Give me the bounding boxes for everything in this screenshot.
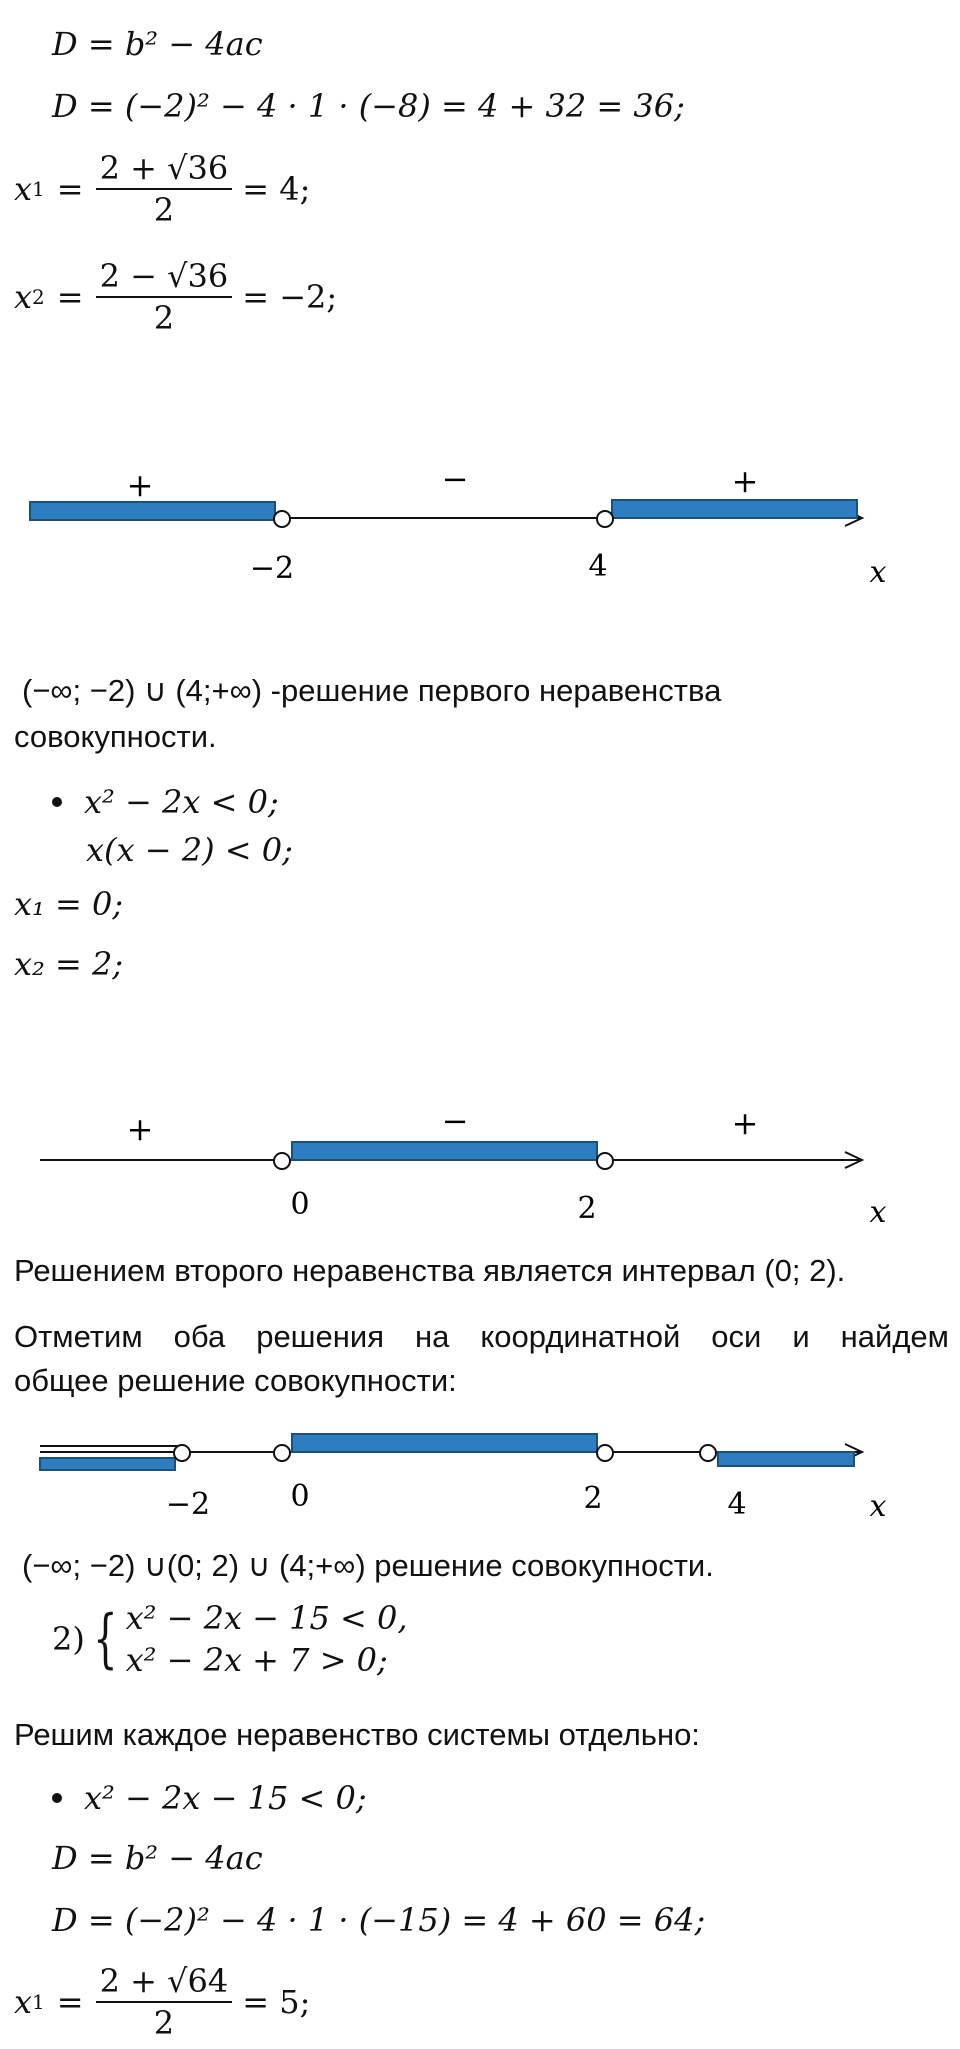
interval-left	[30, 502, 275, 520]
number-line-3	[0, 1420, 960, 1530]
brace-icon: {	[92, 1602, 118, 1676]
sign-plus-left: +	[126, 466, 154, 504]
number-line-1	[0, 440, 960, 600]
tick-label-minus2: −2	[165, 1487, 211, 1522]
open-point-minus2	[274, 511, 290, 527]
open-point-2	[597, 1153, 613, 1169]
answer1-line1: (−∞; −2) ∪ (4;+∞) -решение первого неравенства	[22, 673, 722, 708]
axis-var-label: x	[869, 1195, 887, 1230]
tick-label-minus2: −2	[249, 551, 295, 586]
combine-line2: общее решение совокупности:	[14, 1363, 457, 1398]
solve-each-text: Решим каждое неравенство системы отдельно:	[14, 1717, 700, 1752]
tick-label-0: 0	[290, 1479, 310, 1514]
open-point-0	[274, 1153, 290, 1169]
system-2: 2) { x² − 2x − 15 < 0, x² − 2x + 7 > 0;	[52, 1599, 408, 1679]
inequality-3: x² − 2x − 15 < 0;	[52, 1782, 367, 1814]
number-line-2	[0, 1090, 960, 1250]
bullet-icon	[52, 797, 62, 807]
root-2-x2: x₂ = 2;	[14, 945, 124, 983]
root-x1: x 1 = $\frac{2 + √36}{2}$ = 4;	[14, 149, 311, 229]
answer3: (−∞; −2) ∪(0; 2) ∪ (4;+∞) решение совокупности.	[22, 1548, 714, 1583]
open-point-4	[597, 511, 613, 527]
discriminant-formula: D = b² − 4ac	[52, 25, 263, 63]
sign-plus-right: +	[731, 462, 759, 500]
combine-line1: Отметим оба решения на координатной оси и найдем	[14, 1319, 949, 1354]
interval-middle	[292, 1142, 597, 1160]
sign-plus-left: +	[126, 1110, 154, 1148]
open-point-2	[597, 1445, 613, 1461]
sign-minus: −	[441, 460, 469, 498]
sign-minus: −	[441, 1102, 469, 1140]
root-2-x1: x₁ = 0;	[14, 885, 124, 923]
open-point-minus2	[174, 1445, 190, 1461]
inequality-2b: x(x − 2) < 0;	[86, 831, 293, 869]
interval-right	[718, 1452, 854, 1466]
tick-label-4: 4	[588, 549, 608, 584]
open-point-0	[274, 1445, 290, 1461]
tick-label-2: 2	[577, 1191, 597, 1226]
interval-middle	[292, 1434, 597, 1452]
tick-label-4: 4	[727, 1487, 747, 1522]
tick-label-2: 2	[583, 1481, 603, 1516]
root-3-x1-fraction: $\frac{2 + √64}{2}$	[96, 1965, 233, 2039]
axis-var-label: x	[869, 1489, 887, 1524]
answer2: Решением второго неравенства является интервал (0; 2).	[14, 1253, 846, 1288]
root-x2: x 2 = $\frac{2 - √36}{2}$ = −2;	[14, 257, 338, 337]
discriminant-calculation: D = (−2)² − 4 · 1 · (−8) = 4 + 32 = 36;	[52, 87, 685, 125]
interval-left	[40, 1458, 175, 1470]
discriminant-calculation-2: D = (−2)² − 4 · 1 · (−15) = 4 + 60 = 64;	[52, 1901, 706, 1939]
sign-plus-right: +	[731, 1104, 759, 1142]
bullet-icon	[52, 1793, 62, 1803]
axis-var-label: x	[869, 555, 887, 590]
inequality-2a: x² − 2x < 0;	[52, 786, 279, 818]
answer1-line2: совокупности.	[14, 719, 217, 754]
discriminant-formula-2: D = b² − 4ac	[52, 1839, 263, 1877]
root-x2-fraction: $\frac{2 - √36}{2}$	[96, 260, 233, 334]
root-3-x1: x 1 = $\frac{2 + √64}{2}$ = 5;	[14, 1962, 311, 2042]
interval-right	[612, 500, 857, 518]
root-x1-fraction: $\frac{2 + √36}{2}$	[96, 152, 233, 226]
open-point-4	[700, 1445, 716, 1461]
tick-label-0: 0	[290, 1187, 310, 1222]
